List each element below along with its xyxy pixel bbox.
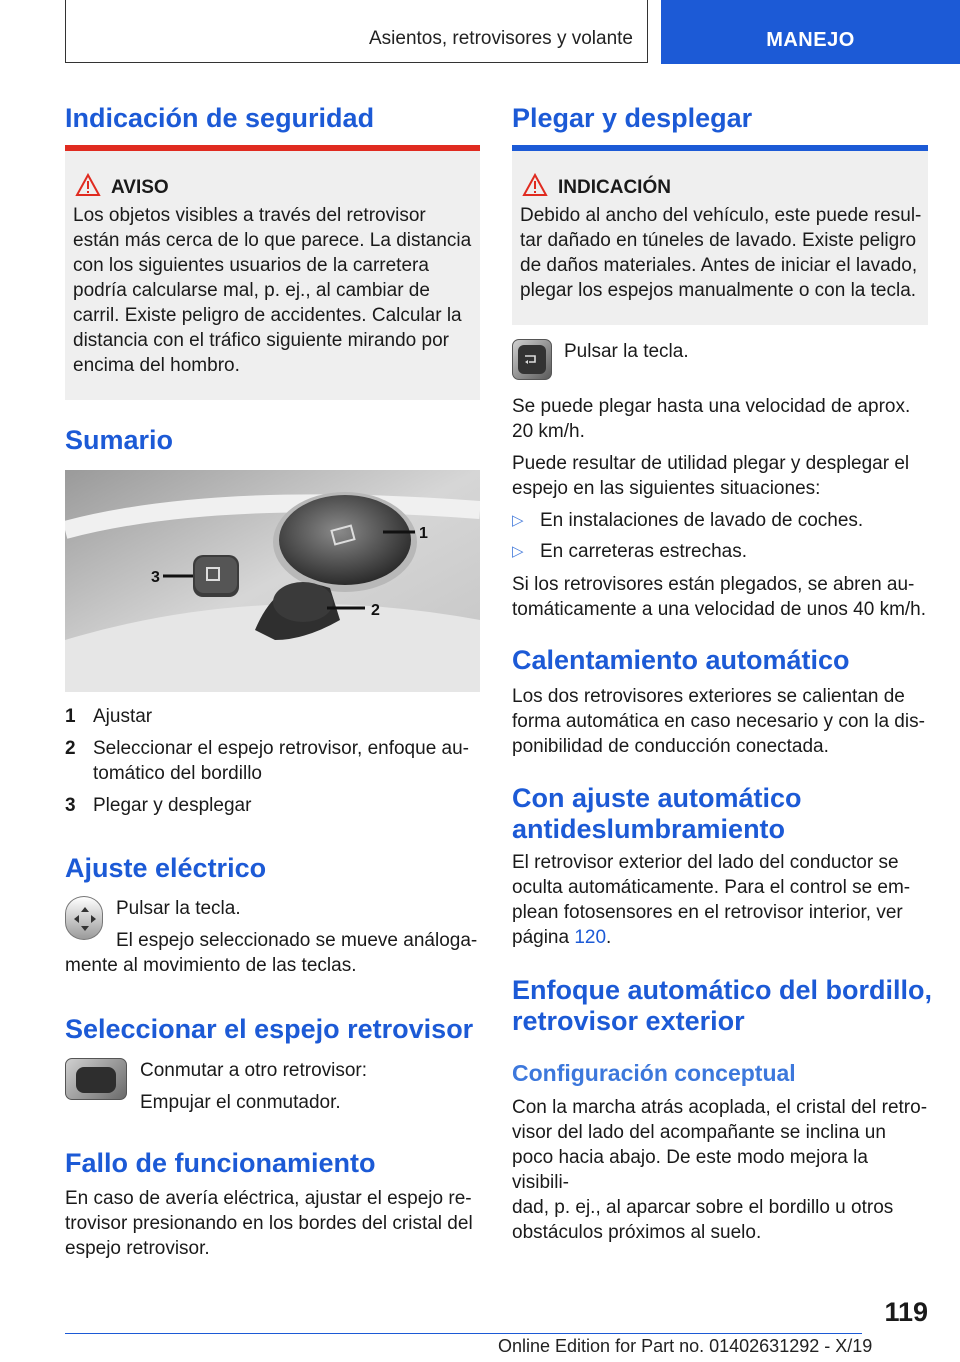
mirror-controls-figure [65, 470, 480, 692]
warning-box [65, 145, 480, 400]
heading-fault: Fallo de funcionamiento [65, 1148, 376, 1178]
section-title: Asientos, retrovisores y volante [368, 28, 633, 49]
fold-auto-open: Si los retrovisores están plegados, se abren au- tomáticamente a una velocidad de unos 40 km/h. [512, 574, 927, 620]
running-header-section [65, 0, 648, 63]
notice-title: INDICACIÓN [558, 177, 671, 198]
heading-safety: Indicación de seguridad [65, 103, 375, 133]
concept-text: Con la marcha atrás acoplada, el cristal del retro- visor del lado del acompañante se inclina un poco hacia abajo. De este modo mejora la visibili- dad, p. ej., al aparcar sobre el bordillo u otros obstáculos próximos al suelo. [512, 1097, 928, 1243]
select-line-2: Empujar el conmutador. [140, 1092, 341, 1113]
chapter-title: MANEJO [766, 29, 855, 51]
electric-press: Pulsar la tecla. [116, 898, 241, 919]
fold-press: Pulsar la tecla. [564, 341, 689, 362]
arrows-icon [66, 897, 104, 941]
warning-icon [522, 173, 548, 197]
heading-concept: Configuración conceptual [512, 1060, 796, 1086]
footer-edition: Online Edition for Part no. 01402631292 - X/19 [498, 1336, 873, 1356]
callout-1: 1 [419, 525, 428, 542]
warning-icon [75, 173, 101, 197]
warning-body: Los objetos visibles a través del retrovisor están más cerca de lo que parece. La distancia con los siguientes usuarios de la carretera podría calcularse mal, p. ej., al cambiar de carril. Existe peligro de accidentes. Calcular la distancia con el tráfico siguiente mirando por encima del hombro. [73, 205, 472, 376]
footer-divider [65, 1333, 862, 1334]
heading-summary: Sumario [65, 425, 174, 455]
chapter-tab [661, 0, 960, 64]
fold-icon [523, 352, 541, 366]
warning-title: AVISO [111, 177, 169, 198]
heading-curb: Enfoque automático del bordillo, retrovisor exterior [512, 975, 933, 1037]
select-line-1: Conmutar a otro retrovisor: [140, 1060, 368, 1081]
fold-button-icon [512, 339, 552, 380]
fault-text: En caso de avería eléctrica, ajustar el espejo re- trovisor presionando en los bordes del cristal del espejo retrovisor. [65, 1188, 473, 1259]
heading-heating: Calentamiento automático [512, 645, 850, 675]
bullet-arrow-icon: ▷ [512, 543, 524, 560]
electric-desc-1: El espejo seleccionado se mueve análoga- [116, 930, 478, 951]
mirror-adjust-button-icon [65, 896, 103, 940]
page-number: 119 [884, 1297, 928, 1327]
fold-useful: Puede resultar de utilidad plegar y desplegar el espejo en las siguientes situaciones: [512, 453, 910, 499]
heating-text: Los dos retrovisores exteriores se calientan de forma automática en caso necesario y con la dis- ponibilidad de conducción conectada. [512, 686, 925, 757]
callout-2: 2 [371, 602, 380, 619]
notice-body: Debido al ancho del vehículo, este puede resul- tar dañado en túneles de lavado. Existe peligro de daños materiales. Antes de iniciar el lavado, plegar los espejos manualmente o con la tecla. [520, 205, 922, 301]
antiglare-text: El retrovisor exterior del lado del conductor se oculta automáticamente. Para el control se em- plean fotosensores en el retrovisor interior, ver página 120. [512, 852, 911, 948]
page-link[interactable]: 120 [574, 927, 607, 948]
heading-antiglare: Con ajuste automático antideslumbramiento [512, 783, 802, 845]
fold-speed: Se puede plegar hasta una velocidad de aprox. 20 km/h. [512, 396, 911, 442]
callout-3: 3 [151, 569, 160, 586]
heading-select-mirror: Seleccionar el espejo retrovisor [65, 1014, 474, 1044]
heading-fold: Plegar y desplegar [512, 103, 753, 133]
notice-box [512, 145, 928, 325]
heading-electric: Ajuste eléctrico [65, 853, 267, 883]
mirror-switch-icon [65, 1058, 127, 1100]
bullet-arrow-icon: ▷ [512, 512, 524, 529]
electric-desc-2: mente al movimiento de las teclas. [65, 955, 357, 976]
